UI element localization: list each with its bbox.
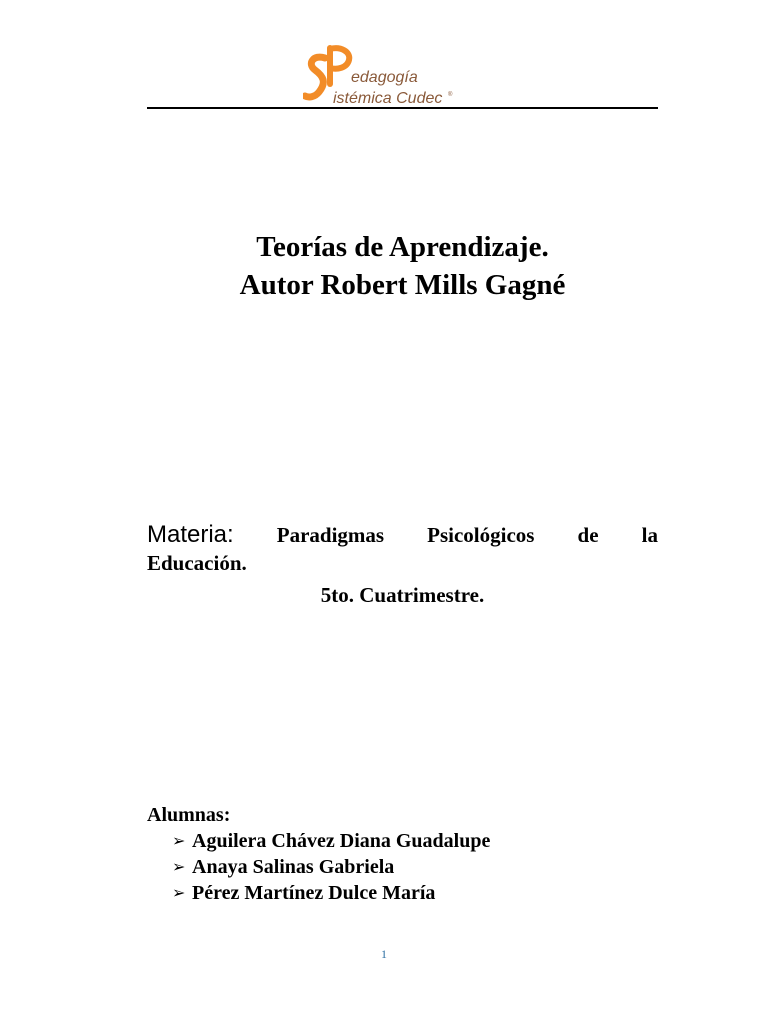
logo-registered-mark: ® xyxy=(448,92,453,98)
arrowhead-bullet-icon: ➢ xyxy=(172,857,186,876)
list-item xyxy=(172,854,490,880)
term-label: 5to. Cuatrimestre. xyxy=(320,583,485,607)
list-item xyxy=(172,828,490,854)
pedagogia-sistemica-cudec-logo xyxy=(303,40,455,108)
sp-monogram-logo xyxy=(303,40,455,108)
students-heading: Alumnas: xyxy=(147,804,231,826)
logo-s-stroke xyxy=(305,57,325,97)
arrowhead-bullet-icon: ➢ xyxy=(172,883,186,902)
subject-word: Psicológicos xyxy=(427,523,535,547)
subject-word: la xyxy=(641,523,658,547)
subject-line1 xyxy=(147,521,658,549)
arrowhead-bullet-icon: ➢ xyxy=(172,831,186,850)
students-list xyxy=(172,828,490,906)
student-name: Aguilera Chávez Diana Guadalupe xyxy=(192,830,491,852)
header-divider xyxy=(147,107,658,109)
document-title-line2: Autor Robert Mills Gagné xyxy=(239,269,566,301)
subject-word: de xyxy=(577,523,599,547)
student-name: Pérez Martínez Dulce María xyxy=(192,882,436,904)
document-title-line1: Teorías de Aprendizaje. xyxy=(256,231,549,263)
subject-label: Materia: xyxy=(147,521,234,548)
subject-block xyxy=(147,521,658,577)
logo-text-line1: edagogía xyxy=(351,69,418,86)
student-name: Anaya Salinas Gabriela xyxy=(192,856,395,878)
subject-line2: Educación. xyxy=(147,551,247,575)
logo-text-line2: istémica Cudec xyxy=(333,90,443,107)
list-item xyxy=(172,880,490,906)
page-number: 1 xyxy=(381,947,387,961)
subject-word: Paradigmas xyxy=(276,523,385,547)
